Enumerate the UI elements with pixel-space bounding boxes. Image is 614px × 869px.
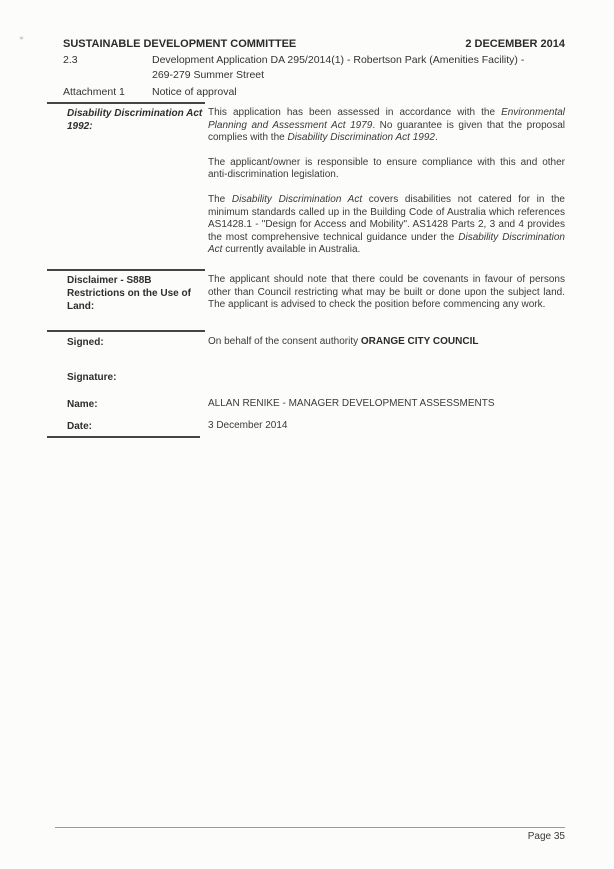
signature-body	[208, 371, 565, 384]
section-disclaimer	[47, 274, 565, 324]
name-value: ALLAN RENIKE - MANAGER DEVELOPMENT ASSESSMENTS	[208, 397, 495, 409]
section-disability	[47, 107, 565, 257]
agenda-item-title-line1: Development Application DA 295/2014(1) - Robertson Park (Amenities Facility) -	[152, 54, 525, 66]
date-value: 3 December 2014	[208, 419, 288, 431]
signature-label: Signature:	[67, 371, 117, 383]
section-disclaimer-body	[208, 274, 565, 324]
paragraph: The applicant should note that there could be covenants in favour of persons other than Council restricting what may be built or done upon the subject land. The applicant is advised to check the position before commencing any work.	[208, 273, 565, 311]
section-signed	[47, 336, 565, 349]
paragraph: On behalf of the consent authority ORANGE CITY COUNCIL	[208, 335, 479, 347]
agenda-item-title	[152, 53, 524, 83]
page-footer	[0, 827, 614, 844]
divider-rule-signed	[47, 330, 205, 332]
committee-title: SUSTAINABLE DEVELOPMENT COMMITTEE	[63, 38, 297, 50]
agenda-item-title-line2: 269-279 Summer Street	[152, 69, 265, 81]
agenda-item-row	[63, 53, 565, 83]
divider-rule-disclaimer	[47, 269, 205, 271]
name-label: Name:	[67, 398, 98, 410]
header-top-row	[63, 37, 565, 51]
section-signature	[47, 371, 565, 384]
section-disability-body	[208, 107, 565, 257]
signed-label: Signed:	[67, 336, 104, 348]
paragraph: This application has been assessed in accordance with the Environmental Planning and Assessment Act 1979. No guarantee is given that the proposal complies with the Disability Discrimination Act 1992.	[208, 107, 565, 144]
section-disclaimer-label: Disclaimer - S88B Restrictions on the Use of Land:	[67, 274, 191, 312]
page-number: Page 35	[527, 831, 565, 842]
paragraph: The applicant/owner is responsible to ensure compliance with this and other anti-discrimination legislation.	[208, 156, 565, 181]
agenda-item-number: 2.3	[63, 54, 78, 66]
signed-body	[208, 336, 565, 349]
document-header	[63, 37, 565, 100]
attachment-title: Notice of approval	[152, 86, 237, 98]
section-date	[47, 420, 565, 433]
attachment-label: Attachment 1	[63, 86, 125, 98]
divider-rule-attachment	[47, 102, 205, 104]
section-name	[47, 398, 565, 411]
date-label: Date:	[67, 420, 93, 432]
meeting-date: 2 DECEMBER 2014	[465, 38, 565, 50]
paragraph: The Disability Discrimination Act covers disabilities not catered for in the minimum standards called up in the Building Code of Australia which references AS1428.1 - "Design for Access and Mobility". AS1428 Parts 2, 3 and 4 provides the most comprehensive technical guidance under the Disability Discrimination Act currently available in Australia.	[208, 193, 565, 256]
scan-artifact	[19, 36, 24, 40]
section-disability-label: Disability Discrimination Act 1992:	[67, 108, 203, 132]
attachment-row	[63, 85, 565, 100]
date-underline-rule	[47, 436, 200, 438]
footer-rule	[55, 827, 565, 828]
